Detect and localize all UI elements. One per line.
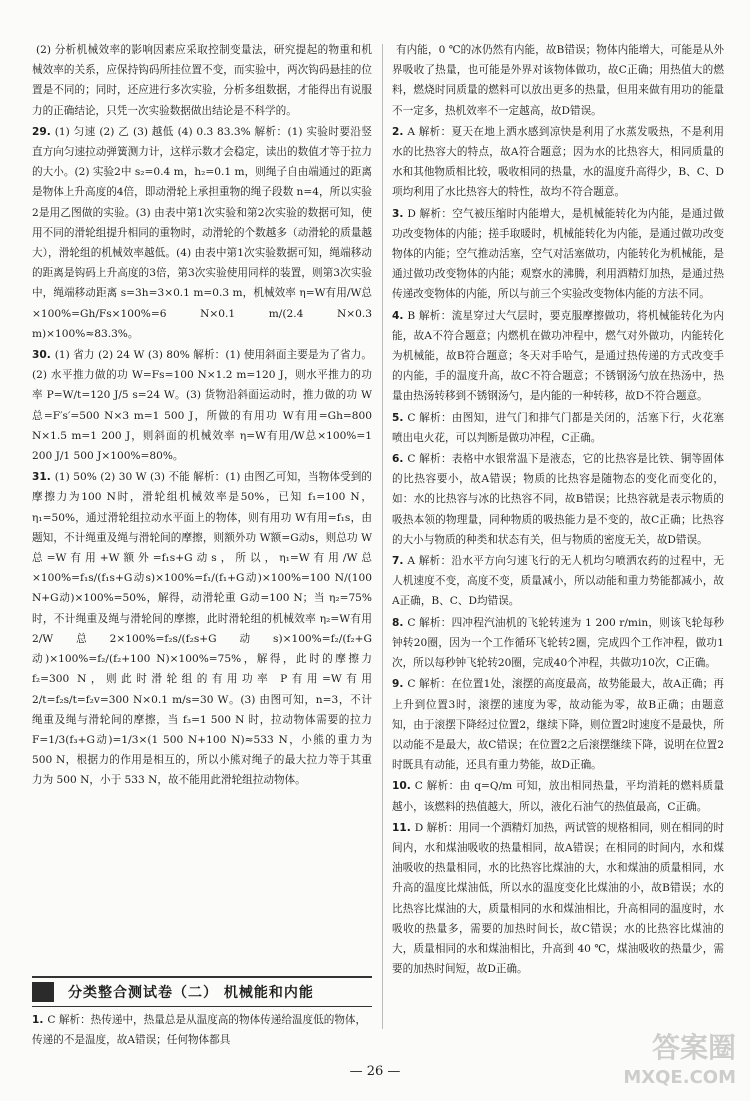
answer-item — [392, 613, 724, 674]
item-text: (2) 分析机械效率的影响因素应采取控制变量法，研究提起的物重和机械效率的关系，应保持钩码所挂位置不变，而实验中，两次钩码悬挂的位置是不同的；同时，还应进行多次实验，分析多组数据，才能得出有说服力的正确结论，只凭一次实验数据做出结论是不科学的。 — [32, 44, 372, 117]
answer-item — [392, 204, 724, 305]
item-number: 1. — [32, 1014, 44, 1026]
item-text: C 解析：由 q=Q/m 可知，放出相同热量，平均消耗的燃料质量越小，该燃料的热值越大，所以，液化石油气的热值最高，C正确。 — [392, 780, 724, 813]
answer-item — [32, 122, 372, 344]
item-text: C 解析：在位置1处，滚摆的高度最高，故势能最大，故A正确；再上升到位置3时，滚摆的速度为零，故动能为零，故B正确；由题意知，由于滚摆下降经过位置2，继续下降，则位置2时速度不是最快，所以动能不是最大，故C错误；在位置2之后滚摆继续下降，说明在位置2时既具有动能，还具有重力势能，故D正确。 — [392, 678, 724, 772]
answer-item — [392, 40, 724, 121]
answer-item — [392, 306, 724, 407]
item-number: 8. — [392, 616, 404, 629]
item-number: 31. — [32, 471, 51, 484]
answer-item — [392, 408, 724, 448]
item-number: 30. — [32, 349, 51, 362]
section-title: 分类整合测试卷（二） 机械能和内能 — [68, 985, 314, 1001]
item-text: B 解析：流星穿过大气层时，要克服摩擦做功，将机械能转化为内能，故A不符合题意；内燃机在做功冲程中，燃气对外做功，内能转化为机械能，故B符合题意；冬天对手哈气，是通过热传递的方式改变手的内能，手的温度升高，故C不符合题意；不锈钢汤勺放在热汤中，热量由热汤转移到不锈钢汤勺，是内能的一种转移，故D不符合题意。 — [392, 309, 724, 403]
item-text: (1) 50% (2) 30 W (3) 不能 解析：(1) 由图乙可知，当物体受到的摩擦力为100 N时，滑轮组机械效率是50%，已知 f₁=100 N，η₁=50%，通过滑轮组拉动水平面上的物体，则有用功 W有用=f₁s，由题知，不计绳重及绳与滑轮间的摩擦，则额外功 W额=G动s，则总功 W总=W有用+W额外=f₁s+G动s，所以，η₁=W有用/W总×100%=f₁s/(f₁s+G动s)×100%=f₁/(f₁+G动)×100%=100 N/(100 N+G动)×100%=50%，解得，动滑轮重 G动=100 N；当 η₂=75% 时，不计绳重及绳与滑轮间的摩擦，此时滑轮组的机械效率 η₂=W有用2/W总2×100%=f₂s/(f₂s+G动s)×100%=f₂/(f₂+G动)×100%=f₂/(f₂+100 N)×100%=75%，解得，此时的摩擦力 f₂=300 N，则此时滑轮组的有用功率 P有用=W有用2/t=f₂s/t=f₂v=300 N×0.1 m/s=30 W。(3) 由图可知，n=3，不计绳重及绳与滑轮间的摩擦，当 f₃=1 500 N 时，拉动物体需要的拉力 F=1/3(f₃+G动)=1/3×(1 500 N+100 N)≈533 N，小熊的重力为 500 N，根据力的作用是相互的，所以小熊对绳子的最大拉力等于其重力为 500 N，小于 533 N，故不能用此滑轮组拉动物体。 — [32, 471, 372, 787]
section-header — [32, 976, 372, 1007]
item-text: C 解析：表格中水银常温下是液态，它的比热容是比铁、铜等固体的比热容要小，故A错误；物质的比热容是随物态的变化而变化的，如：水的比热容与冰的比热容不同，故B错误；比热容就是表示物质的吸热本领的物理量，同种物质的吸热能力是不变的，故C正确；比热容的大小与物质的种类和状态有关，但与物质的密度无关，故D错误。 — [392, 453, 724, 546]
answer-item — [392, 776, 724, 816]
item-text: A 解析：夏天在地上洒水感到凉快是利用了水蒸发吸热，不是利用水的比热容大的特点，故A符合题意；因为水的比热容大，相同质量的水和其他物质相比较，吸收相同的热量，水的温度升高得少，B、C、D项均利用了水比热容大的特性，故均不符合题意。 — [392, 125, 724, 199]
answer-item — [392, 674, 724, 775]
left-column — [32, 40, 372, 792]
item-number: 10. — [392, 780, 411, 793]
item-text: D 解析：空气被压缩时内能增大，是机械能转化为内能，是通过做功改变物体的内能；搓手取暖时，机械能转化为内能，是通过做功改变物体的内能；空气推动活塞，空气对活塞做功，内能转化为机械能，是通过做功改变物体的内能；观察水的沸腾，利用酒精灯加热，是通过热传递改变物体的内能，所以与前三个实验改变物体内能的方法不同。 — [392, 207, 724, 301]
answer-item — [392, 122, 724, 203]
answer-item — [392, 818, 724, 980]
section-square-icon — [32, 982, 54, 1002]
item-text: C 解析：四冲程汽油机的飞轮转速为 1 200 r/min，则该飞轮每秒钟转20圈，因为一个工作循环飞轮转2圈，完成四个工作冲程，做功1次，所以每秒钟飞轮转20圈，完成40个冲程，共做功10次，C正确。 — [392, 616, 724, 670]
item-text: C 解析：由图知，进气门和排气门都是关闭的，活塞下行，火花塞喷出电火花，可以判断是做功冲程，C正确。 — [392, 411, 724, 444]
answer-item — [392, 449, 724, 550]
column-divider — [382, 44, 383, 1029]
watermark-logo — [586, 1033, 736, 1093]
section-first-item — [32, 1010, 372, 1050]
item-text: C 解析：热传递中，热量总是从温度高的物体传递给温度低的物体，传递的不是温度，故A错误；任何物体都具 — [32, 1014, 367, 1047]
item-number: 29. — [32, 125, 51, 138]
watermark-line1: 答案圈 — [651, 1031, 736, 1064]
page-number: — 26 — — [349, 1064, 401, 1079]
item-number: 11. — [392, 821, 411, 834]
item-number: 7. — [392, 555, 404, 568]
watermark-line2: MXQE.COM — [623, 1067, 736, 1088]
item-number: 5. — [392, 411, 404, 424]
item-number: 3. — [392, 207, 404, 220]
item-text: 有内能，0 ℃的冰仍然有内能，故B错误；物体内能增大，可能是从外界吸收了热量，也可能是外界对该物体做功，故C正确；用热值大的燃料，燃烧时同质量的燃料可以放出更多的热量，但用来做有用功的能量不一定多，热机效率不一定越高，故D错误。 — [392, 44, 724, 117]
item-number: 4. — [392, 309, 404, 322]
item-text: (1) 省力 (2) 24 W (3) 80% 解析：(1) 使用斜面主要是为了省力。(2) 水平推力做的功 W=Fs=100 N×1.2 m=120 J，则水平推力的功率 P=W/t=120 J/5 s=24 W。(3) 货物沿斜面运动时，推力做的功 W总=F′s′=500 N×3 m=1 500 J，所做的有用功 W有用=Gh=800 N×1.5 m=1 200 J，则斜面的机械效率 η=W有用/W总×100%=1 200 J/1 500 J×100%=80%。 — [32, 349, 372, 463]
answer-item — [32, 40, 372, 121]
answer-item — [32, 467, 372, 790]
item-number: 2. — [392, 125, 404, 138]
item-text: A 解析：沿水平方向匀速飞行的无人机均匀喷洒农药的过程中，无人机速度不变，高度不变，质量减小，所以动能和重力势能都减小，故A正确，B、C、D均错误。 — [392, 555, 724, 608]
answer-item — [32, 345, 372, 466]
answer-item — [392, 551, 724, 612]
item-text: D 解析：用同一个酒精灯加热，两试管的规格相同，则在相同的时间内，水和煤油吸收的热量相同，故A错误；在相同的时间内，水和煤油吸收的热量相同，水的比热容比煤油的大，水和煤油的质量相同，水升高的温度比煤油低，所以水的温度变化比煤油的小，故B错误；水的比热容比煤油的大，质量相同的水和煤油相比，升高相同的温度时，水吸收的热量多，需要的加热时间长，故C错误；水的比热容比煤油的大，质量相同的水和煤油相比，升高到 40 ℃，煤油吸收的热量少，需要的加热时间短，故D正确。 — [392, 821, 724, 976]
item-number: 6. — [392, 453, 404, 466]
item-text: (1) 匀速 (2) 乙 (3) 越低 (4) 0.3 83.3% 解析：(1) 实验时要沿竖直方向匀速拉动弹簧测力计，这样示数才会稳定，读出的数值才等于拉力的大小。(2) 实验2中 s₂=0.4 m，h₂=0.1 m，则绳子自由端通过的距离是物体上升高度的4倍，即动滑轮上承担重物的绳子段数 n=4，所以实验2是用乙图做的实验。(3) 由表中第1次实验和第2次实验的数据可知，使用不同的滑轮组提升相同的重物时，动滑轮的个数越多（动滑轮的质量越大），滑轮组的机械效率越低。(4) 由表中第1次实验数据可知，绳端移动的距离是钩码上升高度的3倍，第3次实验使用同样的装置，则第3次实验中，绳端移动距离 s=3h=3×0.1 m=0.3 m，机械效率 η=W有用/W总×100%=Gh/Fs×100%=6 N×0.1 m/(2.4 N×0.3 m)×100%≈83.3%。 — [32, 125, 372, 340]
right-column — [392, 40, 724, 980]
item-number: 9. — [392, 678, 404, 691]
